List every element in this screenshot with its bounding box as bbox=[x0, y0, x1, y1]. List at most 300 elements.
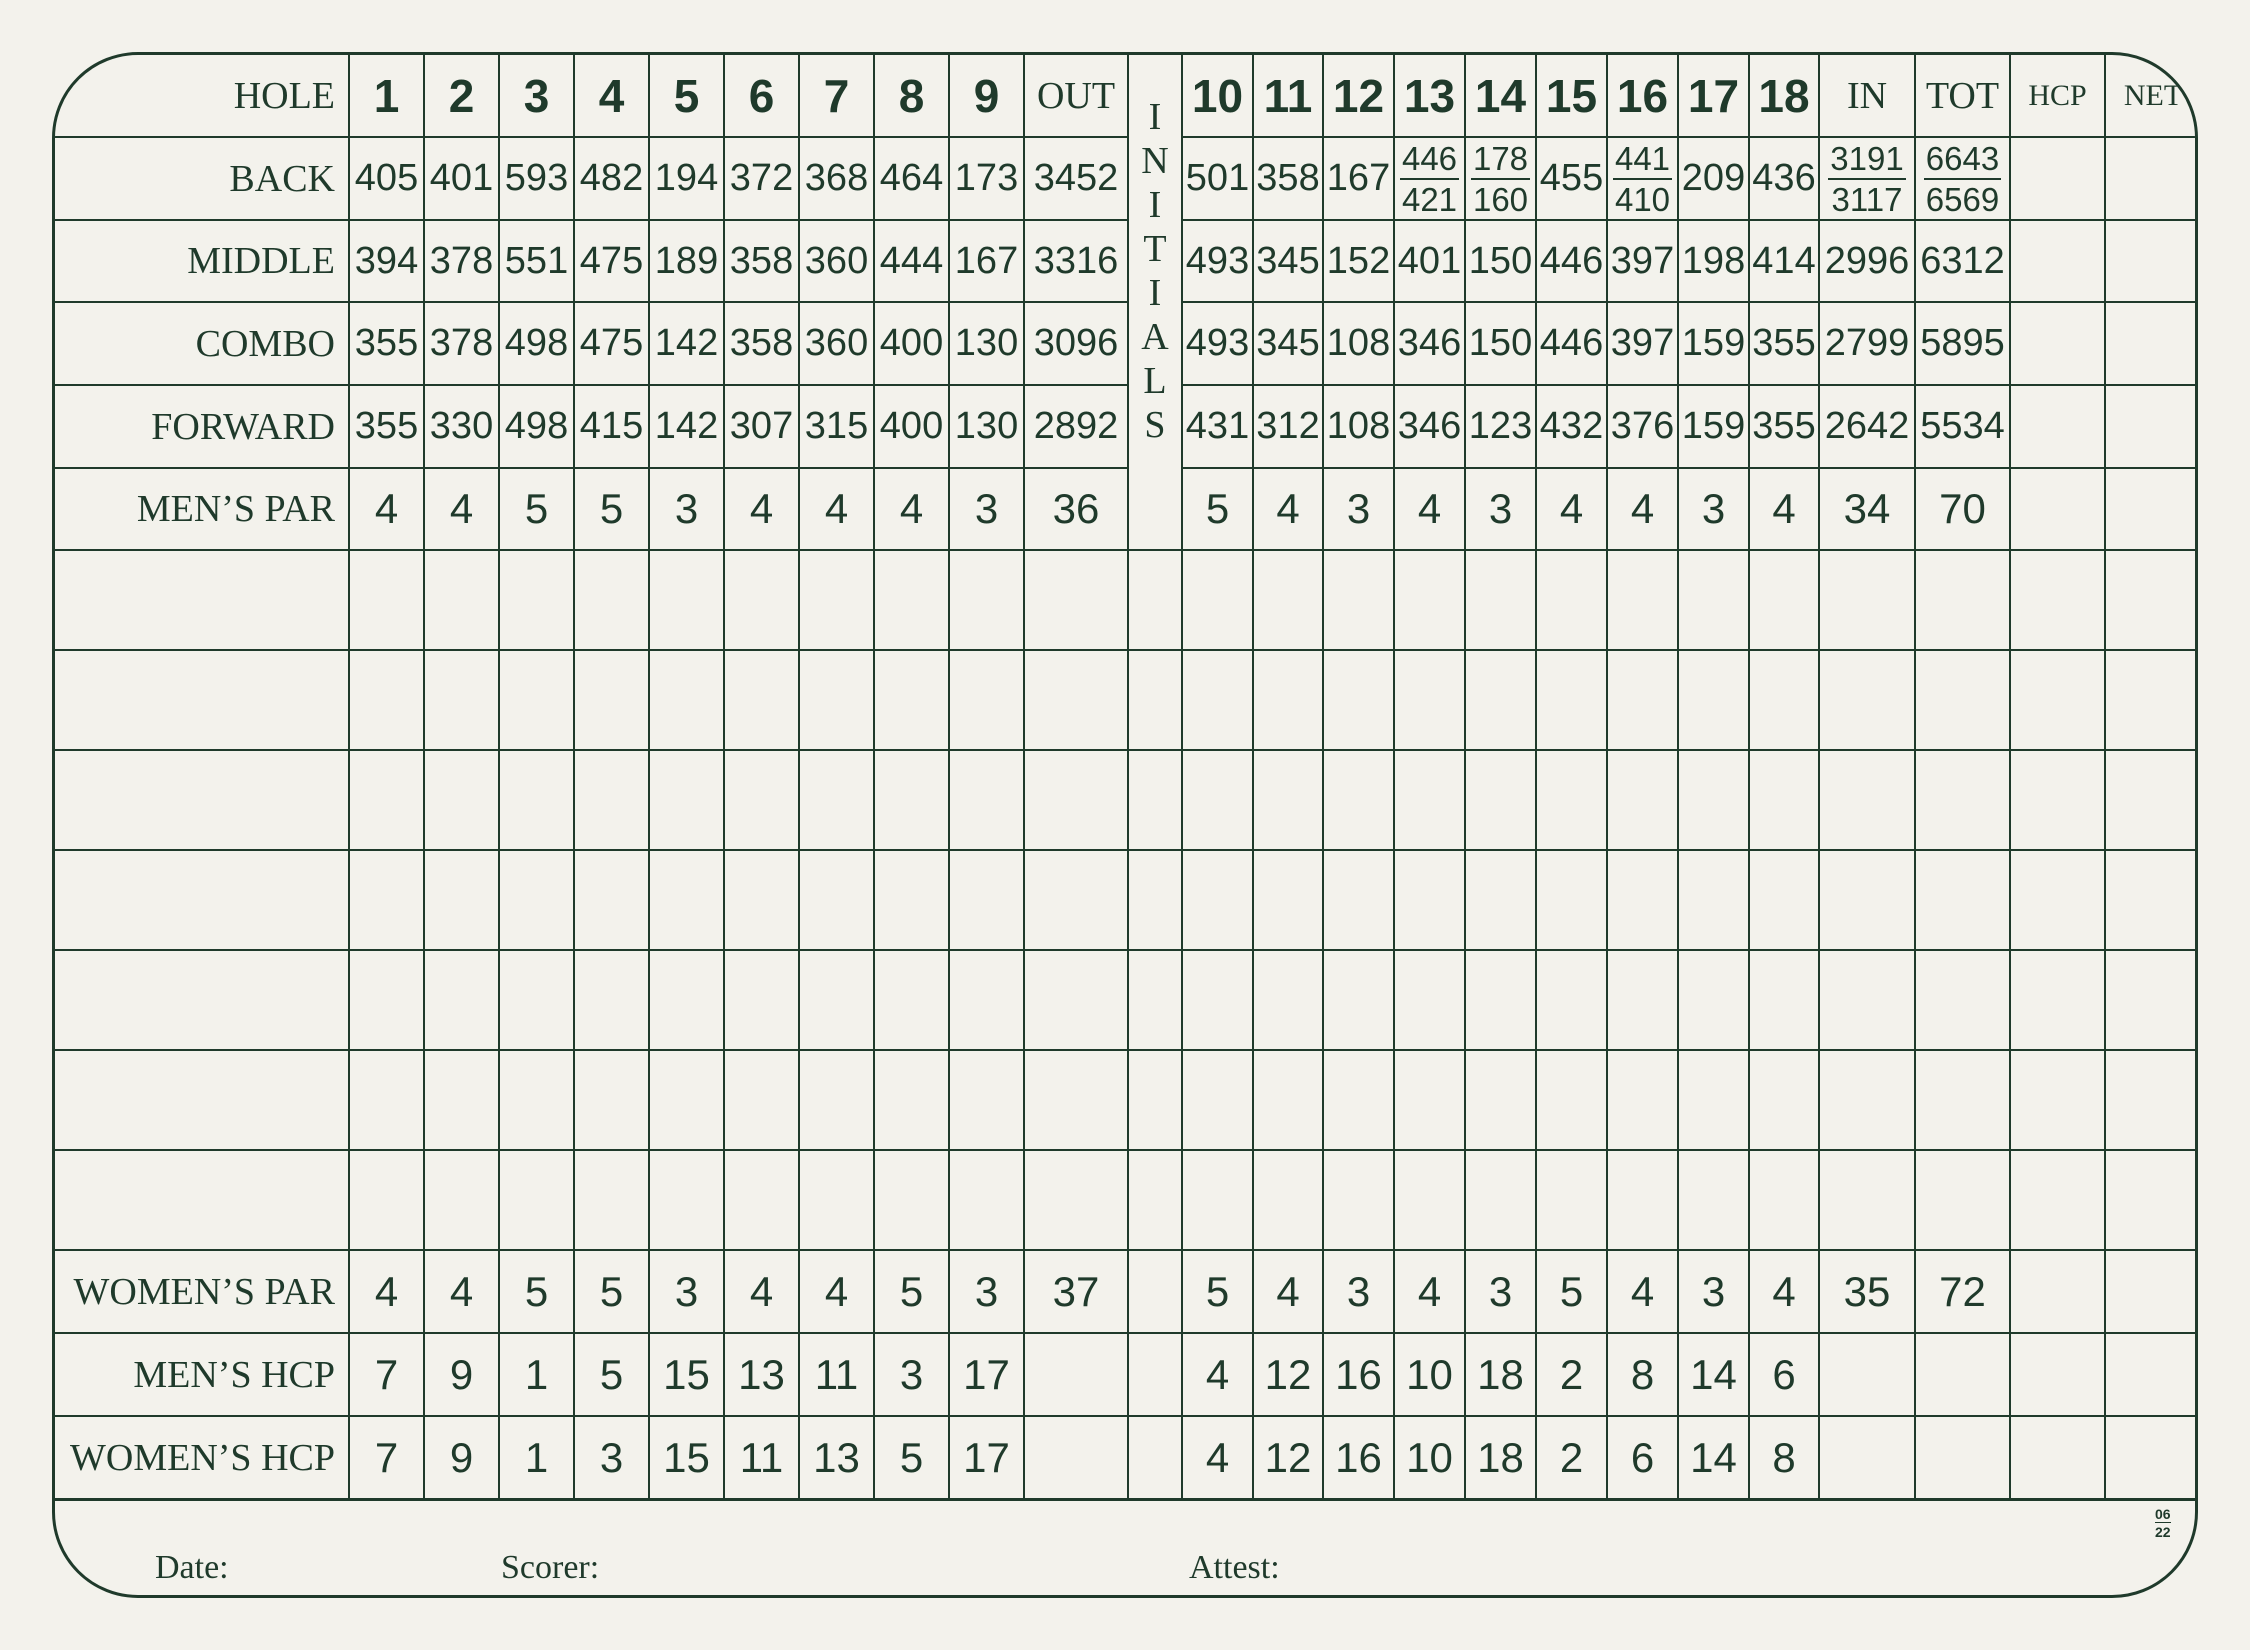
player-name-field[interactable] bbox=[55, 650, 349, 750]
score-input-hole[interactable] bbox=[724, 650, 799, 750]
score-input-hole[interactable] bbox=[949, 850, 1024, 950]
grid-line bbox=[1127, 55, 1129, 1499]
initials-field[interactable] bbox=[1128, 1150, 1182, 1250]
hole-number-8: 8 bbox=[898, 70, 925, 122]
scorer-label: Scorer: bbox=[501, 1549, 600, 1586]
grid-line bbox=[2009, 55, 2011, 1499]
initials-field[interactable] bbox=[1128, 1050, 1182, 1150]
handicap-cell: 9 bbox=[449, 1350, 474, 1398]
initials-field[interactable] bbox=[1128, 950, 1182, 1050]
hcp-cell[interactable] bbox=[2010, 220, 2105, 302]
score-input-hole[interactable] bbox=[799, 850, 874, 950]
score-input-hole[interactable] bbox=[1182, 850, 1253, 950]
yardage-cell: 355 bbox=[1752, 322, 1816, 364]
out-total: 36 bbox=[1052, 485, 1100, 532]
score-input-hole[interactable] bbox=[1607, 650, 1678, 750]
in-score-field[interactable] bbox=[1819, 1150, 1915, 1250]
par-cell: 4 bbox=[1772, 1267, 1796, 1315]
score-input-hole[interactable] bbox=[649, 1050, 724, 1150]
score-input-hole[interactable] bbox=[874, 550, 949, 650]
score-input-hole[interactable] bbox=[574, 550, 649, 650]
score-input-hole[interactable] bbox=[1749, 1050, 1819, 1150]
score-input-hole[interactable] bbox=[424, 1150, 499, 1250]
score-input-hole[interactable] bbox=[1253, 650, 1323, 750]
score-input-hole[interactable] bbox=[649, 1150, 724, 1250]
score-input-hole[interactable] bbox=[1465, 550, 1536, 650]
score-input-hole[interactable] bbox=[799, 1150, 874, 1250]
hcp-field[interactable] bbox=[2010, 850, 2105, 950]
score-input-hole[interactable] bbox=[1323, 850, 1394, 950]
hole-number-7: 7 bbox=[823, 70, 850, 122]
score-input-hole[interactable] bbox=[349, 1050, 424, 1150]
yardage-cell: 330 bbox=[429, 405, 494, 447]
in-score-field[interactable] bbox=[1819, 950, 1915, 1050]
handicap-cell: 9 bbox=[449, 1433, 474, 1481]
handicap-cell: 5 bbox=[599, 1350, 624, 1398]
player-name-field[interactable] bbox=[55, 1150, 349, 1250]
score-input-hole[interactable] bbox=[1465, 950, 1536, 1050]
score-input-hole[interactable] bbox=[649, 550, 724, 650]
player-name-field[interactable] bbox=[55, 1050, 349, 1150]
score-input-hole[interactable] bbox=[499, 850, 574, 950]
score-input-hole[interactable] bbox=[1536, 1150, 1607, 1250]
score-input-hole[interactable] bbox=[1394, 650, 1465, 750]
score-input-hole[interactable] bbox=[1536, 950, 1607, 1050]
hcp-cell[interactable] bbox=[2010, 302, 2105, 385]
total: 5895 bbox=[1920, 322, 2005, 364]
handicap-cell: 18 bbox=[1477, 1433, 1524, 1481]
score-input-hole[interactable] bbox=[1394, 1150, 1465, 1250]
total-score-field[interactable] bbox=[1915, 750, 2010, 850]
score-input-hole[interactable] bbox=[1465, 650, 1536, 750]
hcp-field[interactable] bbox=[2010, 1050, 2105, 1150]
hcp-cell[interactable] bbox=[2010, 468, 2105, 550]
initials-field[interactable] bbox=[1128, 550, 1182, 650]
score-input-hole[interactable] bbox=[349, 750, 424, 850]
yardage-cell-bottom: 421 bbox=[1401, 180, 1458, 218]
yardage-cell: 455 bbox=[1539, 157, 1604, 199]
yardage-cell: 4 bbox=[1276, 485, 1300, 532]
total-score-field[interactable] bbox=[1915, 550, 2010, 650]
score-input-hole[interactable] bbox=[1536, 1050, 1607, 1150]
player-name-field[interactable] bbox=[55, 550, 349, 650]
score-input-hole[interactable] bbox=[1465, 1150, 1536, 1250]
net-cell[interactable] bbox=[2105, 220, 2198, 302]
net-cell[interactable] bbox=[2105, 137, 2198, 220]
yardage-cell: 4 bbox=[899, 485, 924, 532]
par-cell: 3 bbox=[674, 1267, 699, 1315]
score-input-hole[interactable] bbox=[1607, 850, 1678, 950]
net-field[interactable] bbox=[2105, 850, 2198, 950]
handicap-cell: 16 bbox=[1335, 1433, 1382, 1481]
score-input-hole[interactable] bbox=[1323, 550, 1394, 650]
yardage-cell: 346 bbox=[1397, 322, 1462, 364]
net-field[interactable] bbox=[2105, 1050, 2198, 1150]
hcp-cell bbox=[2010, 1250, 2105, 1333]
score-input-hole[interactable] bbox=[1749, 550, 1819, 650]
total bbox=[1915, 137, 2010, 220]
yardage-cell: 397 bbox=[1610, 322, 1675, 364]
player-name-field[interactable] bbox=[55, 750, 349, 850]
score-input-hole[interactable] bbox=[874, 850, 949, 950]
in-score-field[interactable] bbox=[1819, 550, 1915, 650]
score-input-hole[interactable] bbox=[949, 550, 1024, 650]
score-input-hole[interactable] bbox=[1323, 750, 1394, 850]
yardage-cell: 436 bbox=[1752, 157, 1816, 199]
score-input-hole[interactable] bbox=[1678, 850, 1749, 950]
score-input-hole[interactable] bbox=[1394, 750, 1465, 850]
score-input-hole[interactable] bbox=[1323, 1050, 1394, 1150]
score-input-hole[interactable] bbox=[424, 1050, 499, 1150]
yardage-cell: 3 bbox=[1701, 485, 1726, 532]
score-input-hole[interactable] bbox=[724, 1050, 799, 1150]
score-input-hole[interactable] bbox=[1607, 1150, 1678, 1250]
score-input-hole[interactable] bbox=[874, 1150, 949, 1250]
net-field[interactable] bbox=[2105, 750, 2198, 850]
score-input-hole[interactable] bbox=[574, 1050, 649, 1150]
revision-code bbox=[2155, 1507, 2171, 1539]
score-input-hole[interactable] bbox=[349, 1150, 424, 1250]
score-input-hole[interactable] bbox=[1253, 750, 1323, 850]
hole-number-16: 16 bbox=[1616, 70, 1669, 122]
grid-line bbox=[1182, 467, 2198, 469]
score-input-hole[interactable] bbox=[949, 950, 1024, 1050]
yardage-cell: 360 bbox=[804, 322, 869, 364]
net-label: NET bbox=[2123, 79, 2183, 112]
score-input-hole[interactable] bbox=[799, 750, 874, 850]
score-input-hole[interactable] bbox=[1607, 550, 1678, 650]
score-input-hole[interactable] bbox=[949, 1150, 1024, 1250]
in-score-field[interactable] bbox=[1819, 850, 1915, 950]
handicap-cell: 16 bbox=[1335, 1350, 1382, 1398]
score-input-hole[interactable] bbox=[1253, 1150, 1323, 1250]
hcp-cell bbox=[2010, 1416, 2105, 1499]
net-cell[interactable] bbox=[2105, 302, 2198, 385]
yardage-cell: 358 bbox=[729, 239, 794, 282]
score-input-hole[interactable] bbox=[1536, 850, 1607, 950]
hcp-field[interactable] bbox=[2010, 1150, 2105, 1250]
handicap-cell: 7 bbox=[374, 1433, 399, 1481]
par-cell: 3 bbox=[974, 1267, 999, 1315]
in-score-field[interactable] bbox=[1819, 650, 1915, 750]
score-input-hole[interactable] bbox=[1323, 1150, 1394, 1250]
score-input-hole[interactable] bbox=[1536, 650, 1607, 750]
score-input-hole[interactable] bbox=[1749, 850, 1819, 950]
out-total: 3096 bbox=[1033, 322, 1119, 364]
yardage-cell: 4 bbox=[749, 485, 774, 532]
score-input-hole[interactable] bbox=[874, 650, 949, 750]
net-field[interactable] bbox=[2105, 950, 2198, 1050]
score-input-hole[interactable] bbox=[1182, 1150, 1253, 1250]
net-cell bbox=[2105, 1416, 2198, 1499]
out-score-field[interactable] bbox=[1024, 750, 1128, 850]
score-input-hole[interactable] bbox=[874, 750, 949, 850]
yardage-cell: 173 bbox=[954, 157, 1019, 199]
score-input-hole[interactable] bbox=[499, 750, 574, 850]
hcp-field[interactable] bbox=[2010, 750, 2105, 850]
par-cell: 4 bbox=[1417, 1267, 1442, 1315]
total-bottom: 6569 bbox=[1925, 180, 2000, 218]
yardage-cell: 355 bbox=[354, 405, 419, 447]
out-score-field[interactable] bbox=[1024, 1150, 1128, 1250]
net-cell[interactable] bbox=[2105, 468, 2198, 550]
score-input-hole[interactable] bbox=[1678, 550, 1749, 650]
score-input-hole[interactable] bbox=[1749, 950, 1819, 1050]
score-input-hole[interactable] bbox=[949, 750, 1024, 850]
hcp-cell[interactable] bbox=[2010, 385, 2105, 468]
score-input-hole[interactable] bbox=[1253, 950, 1323, 1050]
score-input-hole[interactable] bbox=[1253, 850, 1323, 950]
par-cell: 4 bbox=[449, 1267, 474, 1315]
grid-line bbox=[1023, 55, 1025, 1499]
total-score-field[interactable] bbox=[1915, 1050, 2010, 1150]
score-input-hole[interactable] bbox=[799, 1050, 874, 1150]
par-cell: 5 bbox=[899, 1267, 924, 1315]
grid-line bbox=[2104, 55, 2106, 1499]
hcp-field[interactable] bbox=[2010, 950, 2105, 1050]
score-input-hole[interactable] bbox=[1607, 1050, 1678, 1150]
hole-number-3: 3 bbox=[523, 70, 550, 122]
par-cell: 4 bbox=[1276, 1267, 1300, 1315]
score-input-hole[interactable] bbox=[499, 1150, 574, 1250]
score-input-hole[interactable] bbox=[799, 550, 874, 650]
in-score-field[interactable] bbox=[1819, 750, 1915, 850]
handicap-cell: 14 bbox=[1690, 1433, 1737, 1481]
hole-number-13: 13 bbox=[1403, 70, 1456, 122]
score-input-hole[interactable] bbox=[424, 850, 499, 950]
initials-letter: L bbox=[1143, 360, 1167, 402]
grid-line bbox=[1464, 55, 1466, 1499]
score-input-hole[interactable] bbox=[1536, 550, 1607, 650]
yardage-cell: 464 bbox=[879, 157, 944, 199]
out-label: OUT bbox=[1036, 75, 1116, 117]
grid-line bbox=[873, 55, 875, 1499]
yardage-cell: 475 bbox=[579, 322, 644, 364]
grid-line bbox=[1748, 55, 1750, 1499]
score-input-hole[interactable] bbox=[1749, 1150, 1819, 1250]
player-name-field[interactable] bbox=[55, 950, 349, 1050]
handicap-cell: 14 bbox=[1690, 1350, 1737, 1398]
out-score-field[interactable] bbox=[1024, 650, 1128, 750]
score-input-hole[interactable] bbox=[1182, 1050, 1253, 1150]
score-input-hole[interactable] bbox=[1607, 750, 1678, 850]
score-input-hole[interactable] bbox=[649, 950, 724, 1050]
yardage-cell: 312 bbox=[1256, 405, 1320, 447]
row-label: MIDDLE bbox=[187, 240, 335, 282]
row-label: MEN’S PAR bbox=[136, 488, 335, 530]
score-input-hole[interactable] bbox=[724, 950, 799, 1050]
yardage-cell: 397 bbox=[1610, 239, 1675, 282]
yardage-cell: 198 bbox=[1681, 239, 1746, 282]
out-score-field[interactable] bbox=[1024, 950, 1128, 1050]
yardage-cell: 414 bbox=[1752, 239, 1816, 282]
initials-field[interactable] bbox=[1128, 750, 1182, 850]
yardage-cell: 432 bbox=[1539, 405, 1604, 447]
score-input-hole[interactable] bbox=[1465, 750, 1536, 850]
score-input-hole[interactable] bbox=[1465, 850, 1536, 950]
row-label: BACK bbox=[229, 157, 335, 200]
total-score-field[interactable] bbox=[1915, 950, 2010, 1050]
score-input-hole[interactable] bbox=[424, 650, 499, 750]
hcp-field[interactable] bbox=[2010, 650, 2105, 750]
score-input-hole[interactable] bbox=[799, 650, 874, 750]
score-input-hole[interactable] bbox=[1678, 950, 1749, 1050]
yardage-cell: 167 bbox=[954, 239, 1019, 282]
initials-field[interactable] bbox=[1128, 850, 1182, 950]
score-input-hole[interactable] bbox=[574, 850, 649, 950]
score-input-hole[interactable] bbox=[499, 950, 574, 1050]
score-input-hole[interactable] bbox=[1678, 650, 1749, 750]
grid-line bbox=[1818, 55, 1820, 1499]
grid-line bbox=[498, 55, 500, 1499]
score-input-hole[interactable] bbox=[724, 1150, 799, 1250]
out-total bbox=[1024, 1333, 1128, 1416]
out-score-field[interactable] bbox=[1024, 550, 1128, 650]
score-input-hole[interactable] bbox=[1394, 850, 1465, 950]
yardage-cell: 4 bbox=[449, 485, 474, 532]
score-input-hole[interactable] bbox=[424, 550, 499, 650]
yardage-cell: 358 bbox=[729, 322, 794, 364]
yardage-cell: 4 bbox=[1630, 485, 1655, 532]
score-input-hole[interactable] bbox=[724, 850, 799, 950]
par-cell: 4 bbox=[1630, 1267, 1655, 1315]
hcp-field[interactable] bbox=[2010, 550, 2105, 650]
out-score-field[interactable] bbox=[1024, 1050, 1128, 1150]
score-input-hole[interactable] bbox=[349, 850, 424, 950]
hole-number-14: 14 bbox=[1474, 70, 1527, 122]
grid-line bbox=[648, 55, 650, 1499]
score-input-hole[interactable] bbox=[1678, 1150, 1749, 1250]
yardage-cell: 345 bbox=[1256, 322, 1320, 364]
net-field[interactable] bbox=[2105, 550, 2198, 650]
score-input-hole[interactable] bbox=[949, 1050, 1024, 1150]
net-field[interactable] bbox=[2105, 650, 2198, 750]
score-input-hole[interactable] bbox=[1253, 550, 1323, 650]
score-input-hole[interactable] bbox=[349, 950, 424, 1050]
score-input-hole[interactable] bbox=[1465, 1050, 1536, 1150]
score-input-hole[interactable] bbox=[574, 1150, 649, 1250]
net-field[interactable] bbox=[2105, 1150, 2198, 1250]
handicap-cell: 12 bbox=[1264, 1433, 1312, 1481]
score-input-hole[interactable] bbox=[499, 550, 574, 650]
score-input-hole[interactable] bbox=[874, 950, 949, 1050]
hcp-cell[interactable] bbox=[2010, 137, 2105, 220]
yardage-cell: 346 bbox=[1397, 405, 1462, 447]
out-score-field[interactable] bbox=[1024, 850, 1128, 950]
in-total: 34 bbox=[1843, 485, 1891, 532]
grid-line bbox=[348, 55, 351, 1499]
yardage-cell bbox=[1607, 137, 1678, 220]
score-input-hole[interactable] bbox=[574, 750, 649, 850]
in-total-bottom: 3117 bbox=[1831, 180, 1903, 218]
total: 70 bbox=[1939, 485, 1986, 532]
hole-number-10: 10 bbox=[1191, 70, 1244, 122]
handicap-cell: 11 bbox=[739, 1433, 784, 1481]
score-input-hole[interactable] bbox=[1182, 950, 1253, 1050]
score-input-hole[interactable] bbox=[1749, 650, 1819, 750]
grid-line bbox=[1182, 384, 2198, 386]
yardage-cell: 405 bbox=[354, 157, 419, 199]
score-input-hole[interactable] bbox=[1678, 750, 1749, 850]
handicap-cell: 1 bbox=[524, 1433, 549, 1481]
score-input-hole[interactable] bbox=[574, 950, 649, 1050]
handicap-cell: 2 bbox=[1559, 1433, 1584, 1481]
total-score-field[interactable] bbox=[1915, 1150, 2010, 1250]
score-input-hole[interactable] bbox=[649, 650, 724, 750]
score-input-hole[interactable] bbox=[1182, 750, 1253, 850]
hole-number-17: 17 bbox=[1687, 70, 1740, 122]
grid-line bbox=[1182, 219, 2198, 221]
score-input-hole[interactable] bbox=[1182, 650, 1253, 750]
score-input-hole[interactable] bbox=[724, 550, 799, 650]
initials-field[interactable] bbox=[1128, 650, 1182, 750]
grid-line bbox=[55, 467, 1128, 469]
grid-line bbox=[423, 55, 425, 1499]
yardage-cell: 194 bbox=[654, 157, 719, 199]
score-input-hole[interactable] bbox=[874, 1050, 949, 1150]
in-total bbox=[1819, 1416, 1915, 1499]
par-cell: 3 bbox=[1346, 1267, 1371, 1315]
yardage-cell: 4 bbox=[1417, 485, 1442, 532]
initials-letter: I bbox=[1148, 272, 1162, 314]
score-input-hole[interactable] bbox=[1536, 750, 1607, 850]
in-score-field[interactable] bbox=[1819, 1050, 1915, 1150]
yardage-cell: 378 bbox=[429, 322, 494, 364]
hcp-label: HCP bbox=[2028, 79, 2087, 112]
score-input-hole[interactable] bbox=[424, 950, 499, 1050]
initials-blank bbox=[1128, 1333, 1182, 1416]
score-input-hole[interactable] bbox=[1394, 950, 1465, 1050]
score-input-hole[interactable] bbox=[1394, 1050, 1465, 1150]
score-input-hole[interactable] bbox=[1323, 650, 1394, 750]
player-name-field[interactable] bbox=[55, 850, 349, 950]
in-total bbox=[1819, 137, 1915, 220]
initials-letter: A bbox=[1141, 316, 1169, 358]
handicap-cell: 13 bbox=[738, 1350, 785, 1398]
score-input-hole[interactable] bbox=[1253, 1050, 1323, 1150]
score-input-hole[interactable] bbox=[1607, 950, 1678, 1050]
row-label: FORWARD bbox=[151, 405, 335, 448]
score-input-hole[interactable] bbox=[724, 750, 799, 850]
yardage-cell: 130 bbox=[954, 322, 1019, 364]
score-input-hole[interactable] bbox=[424, 750, 499, 850]
score-input-hole[interactable] bbox=[649, 750, 724, 850]
score-input-hole[interactable] bbox=[1394, 550, 1465, 650]
grid-line bbox=[798, 55, 800, 1499]
score-input-hole[interactable] bbox=[1182, 550, 1253, 650]
score-input-hole[interactable] bbox=[349, 650, 424, 750]
score-input-hole[interactable] bbox=[499, 650, 574, 750]
score-input-hole[interactable] bbox=[799, 950, 874, 1050]
hole-number-9: 9 bbox=[973, 70, 1000, 122]
score-input-hole[interactable] bbox=[1323, 950, 1394, 1050]
score-input-hole[interactable] bbox=[1749, 750, 1819, 850]
yardage-cell: 108 bbox=[1326, 322, 1391, 364]
score-input-hole[interactable] bbox=[1678, 1050, 1749, 1150]
score-input-hole[interactable] bbox=[574, 650, 649, 750]
total-score-field[interactable] bbox=[1915, 850, 2010, 950]
total-score-field[interactable] bbox=[1915, 650, 2010, 750]
revision-bottom: 22 bbox=[2155, 1524, 2171, 1540]
score-input-hole[interactable] bbox=[649, 850, 724, 950]
in-total-top: 3191 bbox=[1828, 142, 1905, 180]
score-input-hole[interactable] bbox=[499, 1050, 574, 1150]
grid-line bbox=[1606, 55, 1608, 1499]
initials-letter: S bbox=[1144, 404, 1166, 446]
score-input-hole[interactable] bbox=[349, 550, 424, 650]
score-input-hole[interactable] bbox=[949, 650, 1024, 750]
net-cell[interactable] bbox=[2105, 385, 2198, 468]
